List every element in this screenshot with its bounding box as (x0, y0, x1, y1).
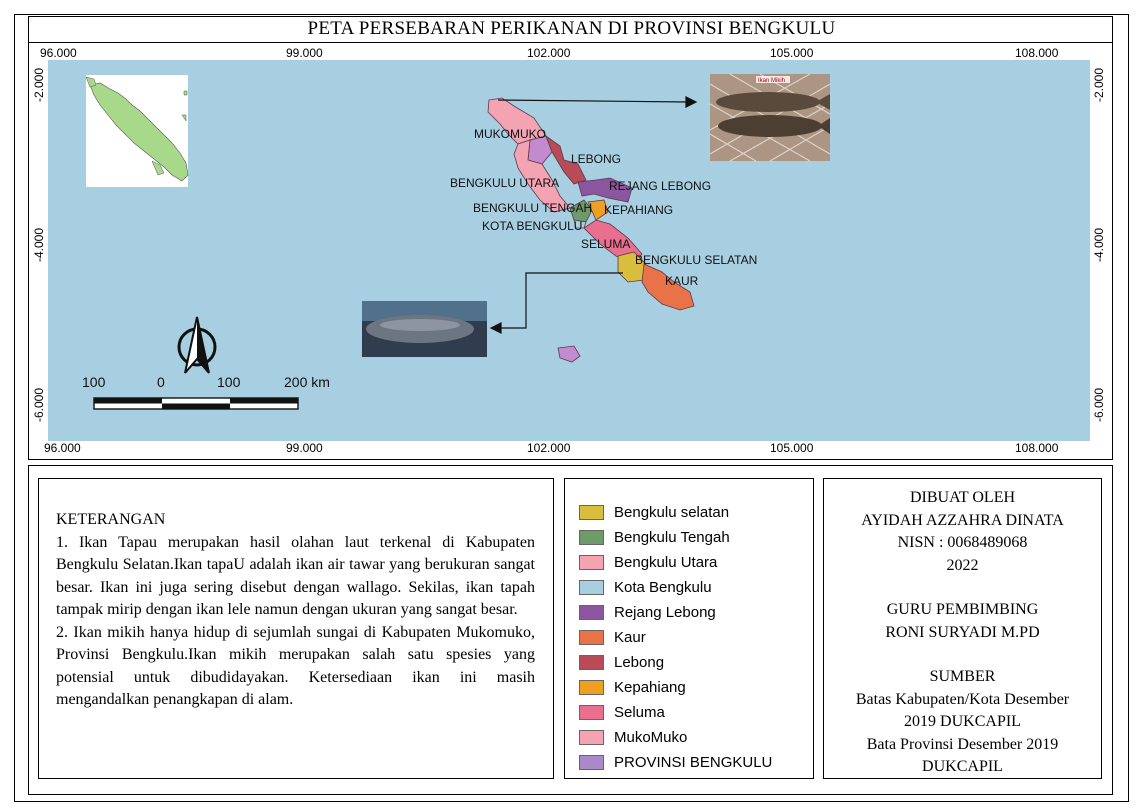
lat-label-right: -4.000 (1092, 227, 1106, 262)
lat-label-left: -2.000 (32, 67, 46, 102)
fish-shape-icon (718, 115, 822, 137)
sea-area (48, 60, 1090, 441)
legend-swatch (579, 655, 604, 670)
scale-label: 100 (217, 374, 241, 390)
credit-year: 2022 (946, 556, 979, 574)
title-divider (28, 42, 1113, 43)
legend-label: Bengkulu Utara (614, 554, 718, 571)
legend-item (579, 550, 813, 575)
credit-source-heading: SUMBER (929, 668, 996, 685)
region-label: BENGKULU UTARA (450, 176, 560, 190)
lon-label-top: 96.000 (40, 46, 77, 60)
scale-label: 0 (157, 374, 165, 390)
region-label: BENGKULU SELATAN (635, 253, 758, 267)
credit-author: AYIDAH AZZAHRA DINATA (861, 511, 1064, 529)
scale-label: 200 km (284, 374, 330, 390)
photo-caption: Ikan Mikih (758, 78, 786, 84)
legend-label: Kota Bengkulu (614, 579, 712, 596)
lon-label-bottom: 102.000 (527, 441, 571, 455)
scale-bar (94, 398, 298, 409)
legend-swatch (579, 580, 604, 595)
legend-swatch (579, 630, 604, 645)
legend-swatch (579, 505, 604, 520)
credit-source-2b: DUKCAPIL (922, 758, 1003, 775)
legend-swatch (579, 705, 604, 720)
legend-item (579, 600, 813, 625)
keterangan-heading: KETERANGAN (56, 511, 166, 528)
legend-item (579, 725, 813, 750)
legend-label: Seluma (614, 704, 665, 721)
legend-label: Lebong (614, 654, 665, 671)
legend-swatch (579, 680, 604, 695)
keterangan-point-1: 1. Ikan Tapau merupakan hasil olahan laut terkenal di Kabupaten Bengkulu Selatan.Ikan tapaU adalah ikan air tawar yang berukuran sangat besar. Ikan ini juga sering disebut dengan wallago. Sekilas, ikan tapah tampak mirip dengan ikan lele namun dengan ukuran yang sangat besar. (56, 533, 535, 618)
lat-label-left: -4.000 (32, 227, 46, 262)
legend-label: MukoMuko (614, 729, 688, 746)
credit-teacher: RONI SURYADI M.PD (885, 623, 1040, 641)
lon-label-top: 105.000 (770, 46, 814, 60)
lon-label-top: 108.000 (1015, 46, 1059, 60)
legend-item (579, 525, 813, 550)
legend-box (564, 478, 814, 779)
credits-box (823, 478, 1102, 779)
legend-label: PROVINSI BENGKULU (614, 754, 773, 771)
region-label: SELUMA (581, 237, 631, 251)
legend-label: Kaur (614, 629, 646, 646)
region-label: LEBONG (571, 152, 622, 166)
legend-swatch (579, 605, 604, 620)
legend-item (579, 575, 813, 600)
region-label: KAUR (665, 274, 699, 288)
scale-label: 100 (82, 374, 106, 390)
legend-item (579, 650, 813, 675)
legend-item (579, 750, 813, 775)
legend-swatch (579, 530, 604, 545)
keterangan-box (38, 478, 554, 779)
legend-list (579, 500, 813, 775)
lon-label-top: 102.000 (527, 46, 571, 60)
lon-label-bottom: 108.000 (1015, 441, 1059, 455)
region-label: BENGKULU TENGAH (473, 201, 593, 215)
legend-item (579, 675, 813, 700)
lon-label-top: 99.000 (286, 46, 323, 60)
fish-shape-icon (716, 92, 820, 112)
lat-label-right: -2.000 (1092, 67, 1106, 102)
legend-label: Bengkulu Tengah (614, 529, 730, 546)
legend-swatch (579, 730, 604, 745)
inset-map (86, 75, 188, 187)
credit-source-1b: 2019 DUKCAPIL (904, 713, 1021, 730)
credit-made-by-heading: DIBUAT OLEH (909, 489, 1016, 506)
map-title: PETA PERSEBARAN PERIKANAN DI PROVINSI BENGKULU (307, 18, 836, 39)
credit-nisn: NISN : 0068489068 (897, 534, 1028, 551)
region-label: REJANG LEBONG (609, 179, 712, 193)
credit-source-2a: Bata Provinsi Desember 2019 (866, 735, 1059, 753)
credit-source-1a: Batas Kabupaten/Kota Desember (855, 690, 1070, 708)
lat-label-right: -6.000 (1092, 387, 1106, 422)
legend-swatch (579, 555, 604, 570)
lon-label-bottom: 96.000 (44, 441, 81, 455)
photo-ikan-tapah (362, 301, 487, 357)
legend-item (579, 500, 813, 525)
lat-label-left: -6.000 (32, 387, 46, 422)
legend-label: Rejang Lebong (614, 604, 716, 621)
legend-item (579, 700, 813, 725)
region-label: KEPAHIANG (604, 203, 674, 217)
region-label: MUKOMUKO (474, 127, 546, 141)
legend-label: Bengkulu selatan (614, 504, 730, 521)
legend-item (579, 625, 813, 650)
map-canvas (48, 60, 1090, 441)
photo-ikan-mikih (710, 74, 830, 161)
keterangan-point-2: 2. Ikan mikih hanya hidup di sejumlah sungai di Kabupaten Mukomuko, Provinsi Bengkulu.Ikan mikih merupakan salah satu spesies yang potensial untuk dibudidayakan. Ketersediaan ikan ini masih mengandalkan penangkapan di alam. (56, 623, 535, 708)
region-label: KOTA BENGKULU (482, 219, 583, 233)
lon-label-bottom: 105.000 (770, 441, 814, 455)
legend-swatch (579, 755, 604, 770)
credit-teacher-heading: GURU PEMBIMBING (886, 601, 1039, 618)
legend-label: Kepahiang (614, 679, 686, 696)
lon-label-bottom: 99.000 (286, 441, 323, 455)
inset-island (184, 91, 187, 95)
